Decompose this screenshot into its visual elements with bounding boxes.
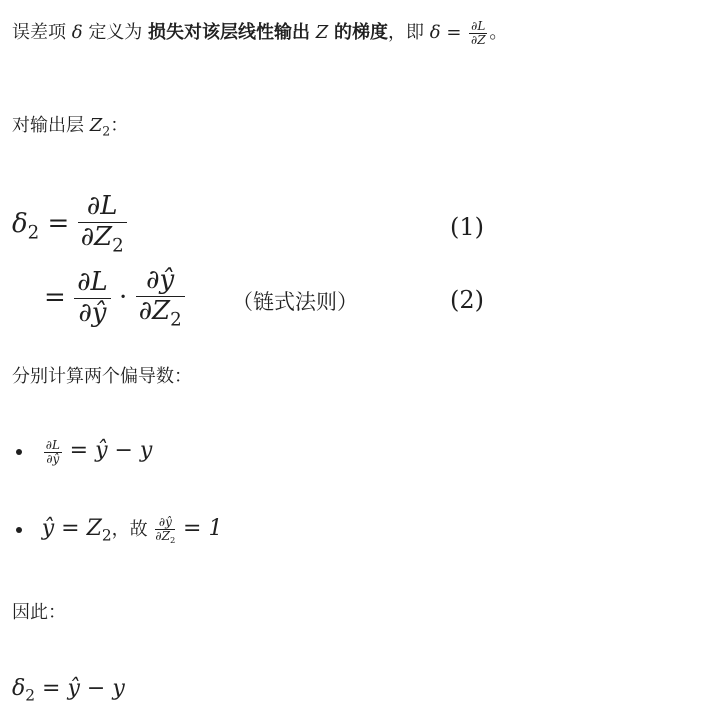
line1-numerator: ∂L (78, 192, 127, 223)
final-rhs: = ŷ − y (42, 676, 125, 701)
bullet-dot-1 (16, 449, 22, 455)
dyhat-dZ2-fraction (136, 266, 185, 331)
fraction-denominator: ∂Z (470, 32, 486, 47)
dot-operator: · (119, 282, 128, 313)
equation-line-2 (44, 266, 185, 331)
line2-denominator-a: ∂ŷ (78, 298, 107, 329)
dL-dyhat-fraction (74, 268, 111, 329)
final-equation (12, 676, 125, 708)
bullet1-denominator: ∂ŷ (46, 451, 60, 466)
definition-comma: ，即 (388, 22, 425, 44)
fraction-numerator: ∂L (471, 19, 486, 33)
definition-bold-2: 的梯度 (334, 22, 389, 44)
equals-sign: = (446, 22, 462, 44)
line2-denominator-b: $\partial Z_2$ (138, 295, 182, 331)
definition-prefix: 误差项 (12, 22, 66, 44)
bullet-item-1 (12, 438, 152, 465)
z-symbol: Z (315, 22, 329, 44)
definition-text: 定义为 (88, 22, 143, 44)
definition-line (12, 20, 507, 46)
output-layer-colon: ： (110, 115, 129, 136)
bullet-dot-2 (16, 527, 22, 533)
final-lhs: $\delta_2$ (12, 676, 36, 705)
partials-label: 分别计算两个偏导数： (12, 366, 192, 387)
delta-symbol: δ (71, 22, 83, 44)
dL-dZ-fraction (469, 20, 487, 46)
delta-symbol-2: δ (429, 22, 441, 44)
therefore-label: 因此： (12, 602, 66, 623)
equation-equals-2: = (44, 282, 66, 313)
bullet2-denominator: $\partial Z_2$ (155, 528, 176, 545)
line2-numerator-b: ∂ŷ (136, 266, 185, 297)
bullet2-numerator: ∂ŷ (155, 516, 175, 530)
line1-denominator: $\partial Z_2$ (80, 221, 124, 257)
output-layer-line (12, 113, 128, 144)
equation-tag-1: (1) (450, 213, 484, 241)
output-layer-label: 对输出层 (12, 115, 84, 136)
delta2-lhs: $\delta_2$ (12, 208, 40, 243)
definition-bold-1: 损失对该层线性输出 (148, 22, 311, 44)
equation-tag-2: (2) (450, 286, 484, 314)
bullet-item-2 (12, 516, 222, 549)
z2-symbol: $Z_2$ (89, 115, 111, 139)
equation-line-1 (12, 192, 127, 257)
equation-equals-1: = (47, 208, 70, 239)
bullet1-numerator: ∂L (45, 437, 60, 452)
dyhat-dZ2-inline-fraction (155, 516, 175, 544)
bullet1-rhs: = ŷ − y (69, 438, 153, 463)
bullet2-lhs: ŷ = $Z_2$ (41, 516, 112, 545)
dL-dZ2-fraction (78, 192, 127, 257)
chain-rule-note: （链式法则） (232, 290, 358, 314)
definition-period: 。 (489, 22, 508, 44)
dL-dyhat-inline-fraction (44, 439, 62, 465)
bullet2-sep: ，故 (111, 519, 148, 541)
bullet2-rhs: = 1 (183, 516, 223, 542)
line2-numerator-a: ∂L (74, 268, 111, 299)
